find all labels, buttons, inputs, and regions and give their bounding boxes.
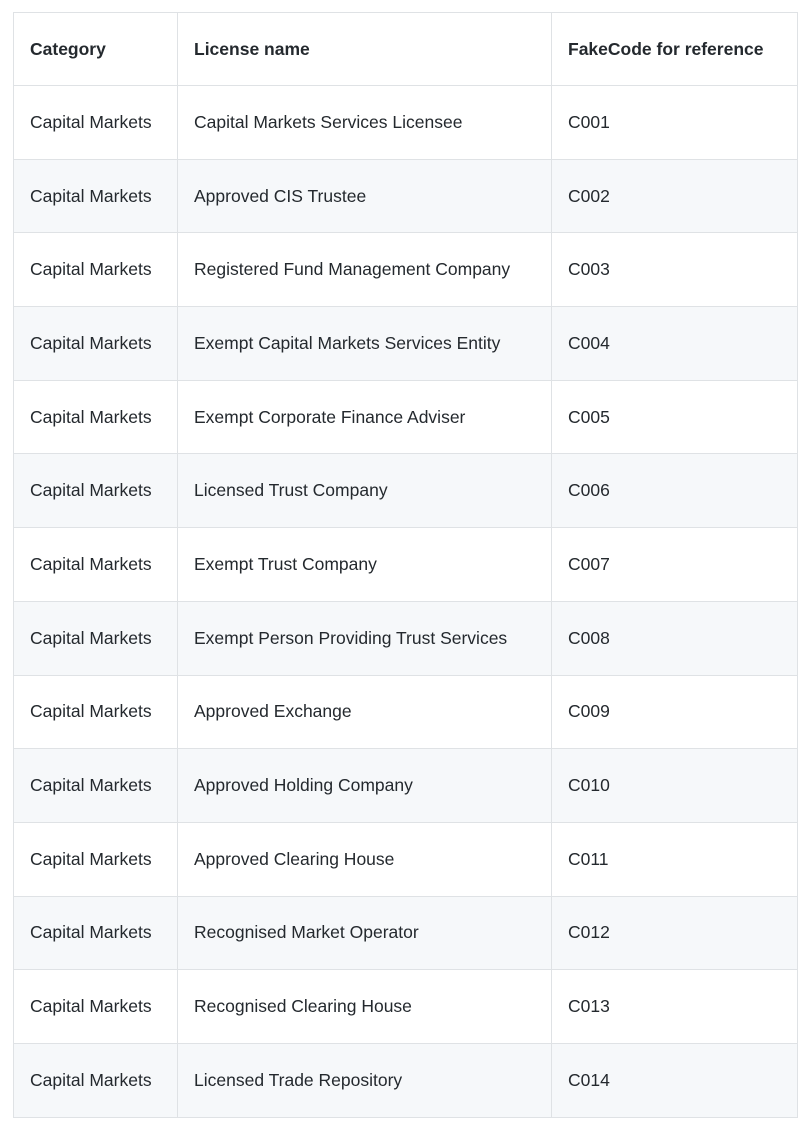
cell-code: C012 [552, 896, 798, 970]
cell-category: Capital Markets [14, 528, 178, 602]
cell-code: C009 [552, 675, 798, 749]
cell-category: Capital Markets [14, 159, 178, 233]
table-row [14, 307, 798, 381]
cell-license-name: Exempt Corporate Finance Adviser [178, 380, 552, 454]
header-category: Category [14, 13, 178, 86]
table-row [14, 233, 798, 307]
table-row [14, 86, 798, 160]
cell-license-name: Approved CIS Trustee [178, 159, 552, 233]
table-row [14, 454, 798, 528]
cell-category: Capital Markets [14, 675, 178, 749]
cell-category: Capital Markets [14, 86, 178, 160]
cell-category: Capital Markets [14, 601, 178, 675]
table-body [14, 86, 798, 1118]
table-row [14, 896, 798, 970]
cell-code: C010 [552, 749, 798, 823]
cell-category: Capital Markets [14, 380, 178, 454]
cell-code: C003 [552, 233, 798, 307]
cell-license-name: Exempt Capital Markets Services Entity [178, 307, 552, 381]
license-table-container [13, 12, 798, 1118]
cell-category: Capital Markets [14, 307, 178, 381]
cell-category: Capital Markets [14, 233, 178, 307]
cell-code: C006 [552, 454, 798, 528]
cell-code: C007 [552, 528, 798, 602]
cell-category: Capital Markets [14, 970, 178, 1044]
cell-code: C014 [552, 1043, 798, 1117]
cell-category: Capital Markets [14, 896, 178, 970]
cell-code: C002 [552, 159, 798, 233]
cell-category: Capital Markets [14, 822, 178, 896]
cell-category: Capital Markets [14, 749, 178, 823]
cell-license-name: Licensed Trust Company [178, 454, 552, 528]
table-row [14, 380, 798, 454]
table-row [14, 159, 798, 233]
cell-license-name: Exempt Trust Company [178, 528, 552, 602]
cell-code: C013 [552, 970, 798, 1044]
header-code: FakeCode for reference [552, 13, 798, 86]
cell-license-name: Approved Exchange [178, 675, 552, 749]
table-row [14, 675, 798, 749]
cell-code: C005 [552, 380, 798, 454]
cell-category: Capital Markets [14, 1043, 178, 1117]
cell-code: C008 [552, 601, 798, 675]
header-license-name: License name [178, 13, 552, 86]
cell-category: Capital Markets [14, 454, 178, 528]
table-row [14, 601, 798, 675]
cell-license-name: Approved Clearing House [178, 822, 552, 896]
cell-license-name: Approved Holding Company [178, 749, 552, 823]
table-row [14, 970, 798, 1044]
cell-license-name: Recognised Market Operator [178, 896, 552, 970]
cell-license-name: Recognised Clearing House [178, 970, 552, 1044]
cell-license-name: Licensed Trade Repository [178, 1043, 552, 1117]
cell-license-name: Capital Markets Services Licensee [178, 86, 552, 160]
cell-license-name: Registered Fund Management Company [178, 233, 552, 307]
table-row [14, 528, 798, 602]
cell-license-name: Exempt Person Providing Trust Services [178, 601, 552, 675]
cell-code: C001 [552, 86, 798, 160]
cell-code: C011 [552, 822, 798, 896]
table-header-row [14, 13, 798, 86]
table-row [14, 749, 798, 823]
cell-code: C004 [552, 307, 798, 381]
table-row [14, 1043, 798, 1117]
license-table [13, 12, 798, 1118]
table-row [14, 822, 798, 896]
